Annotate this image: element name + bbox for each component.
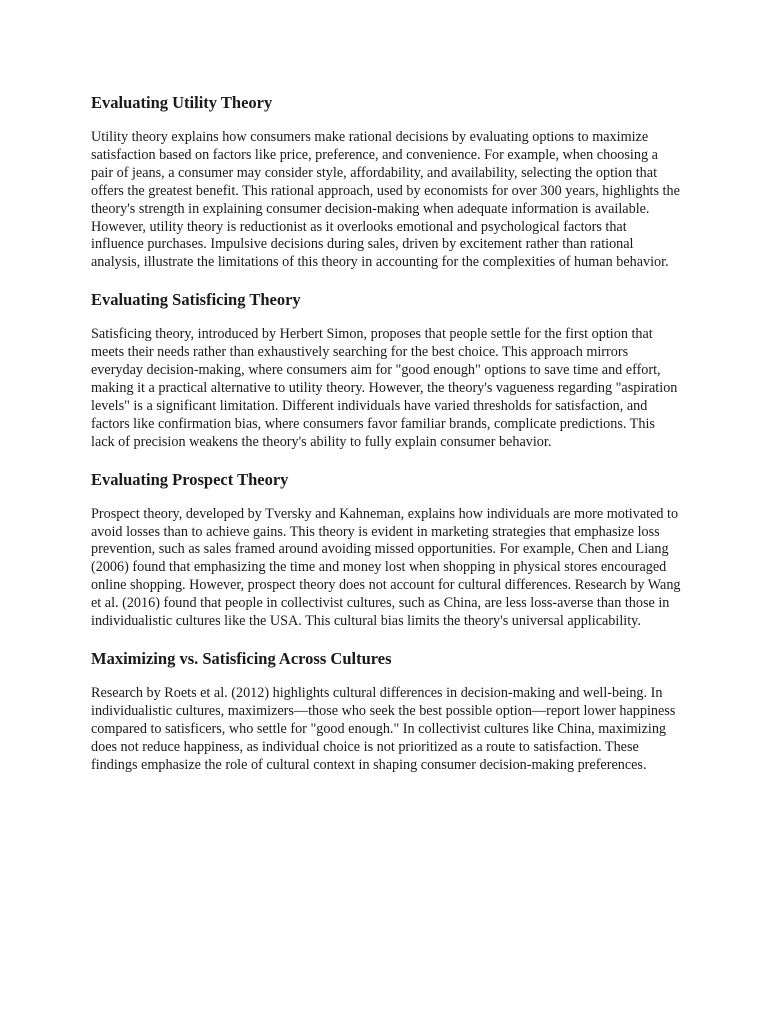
section-utility-theory	[91, 93, 681, 272]
section-heading: Maximizing vs. Satisficing Across Cultures	[91, 648, 392, 668]
section-paragraph: Satisficing theory, introduced by Herbert Simon, proposes that people settle for the first option that meets their needs rather than exhaustively searching for the best choice. This approach mirrors everyday decision-making, where consumers aim for "good enough" options to save time and effort, making it a practical alternative to utility theory. However, the theory's vagueness regarding "aspiration levels" is a significant limitation. Different individuals have varied thresholds for satisfaction, and factors like confirmation bias, where consumers favor familiar brands, complicate predictions. This lack of precision weakens the theory's ability to fully explain consumer behavior.	[91, 326, 678, 450]
section-heading: Evaluating Utility Theory	[91, 93, 273, 112]
section-heading: Evaluating Satisficing Theory	[91, 290, 301, 310]
section-heading: Evaluating Prospect Theory	[91, 469, 289, 489]
section-maximizing-vs-satisficing	[91, 649, 681, 775]
document-page	[91, 93, 681, 792]
section-paragraph: Prospect theory, developed by Tversky and Kahneman, explains how individuals are more motivated to avoid losses than to achieve gains. This theory is evident in marketing strategies that emphasize loss prevention, such as sales framed around avoiding missed opportunities. For example, Chen and Liang (2006) found that emphasizing the time and money lost when shopping in physical stores encouraged online shopping. However, prospect theory does not account for cultural differences. Research by Wang et al. (2016) found that people in collectivist cultures, such as China, are less loss-averse than those in individualistic cultures like the USA. This cultural bias limits the theory's universal applicability.	[91, 505, 681, 630]
section-prospect-theory	[91, 470, 681, 631]
section-satisficing-theory	[91, 290, 681, 451]
section-paragraph: Utility theory explains how consumers make rational decisions by evaluating options to maximize satisfaction based on factors like price, preference, and convenience. For example, when choosing a pair of jeans, a consumer may consider style, affordability, and availability, selecting the option that offers the greatest benefit. This rational approach, used by economists for over 300 years, highlights the theory's strength in explaining consumer decision-making when adequate information is available. However, utility theory is reductionist as it overlooks emotional and psychological factors that influence purchases. Impulsive decisions during sales, driven by excitement rather than rational analysis, illustrate the limitations of this theory in accounting for the complexities of human behavior.	[91, 129, 680, 271]
section-paragraph: Research by Roets et al. (2012) highlights cultural differences in decision-making and well-being. In individualistic cultures, maximizers—those who seek the best possible option—report lower happiness compared to satisficers, who settle for "good enough." In collectivist cultures like China, maximizing does not reduce happiness, as individual choice is not prioritized as a route to satisfaction. These findings emphasize the role of cultural context in shaping consumer decision-making preferences.	[91, 684, 676, 773]
